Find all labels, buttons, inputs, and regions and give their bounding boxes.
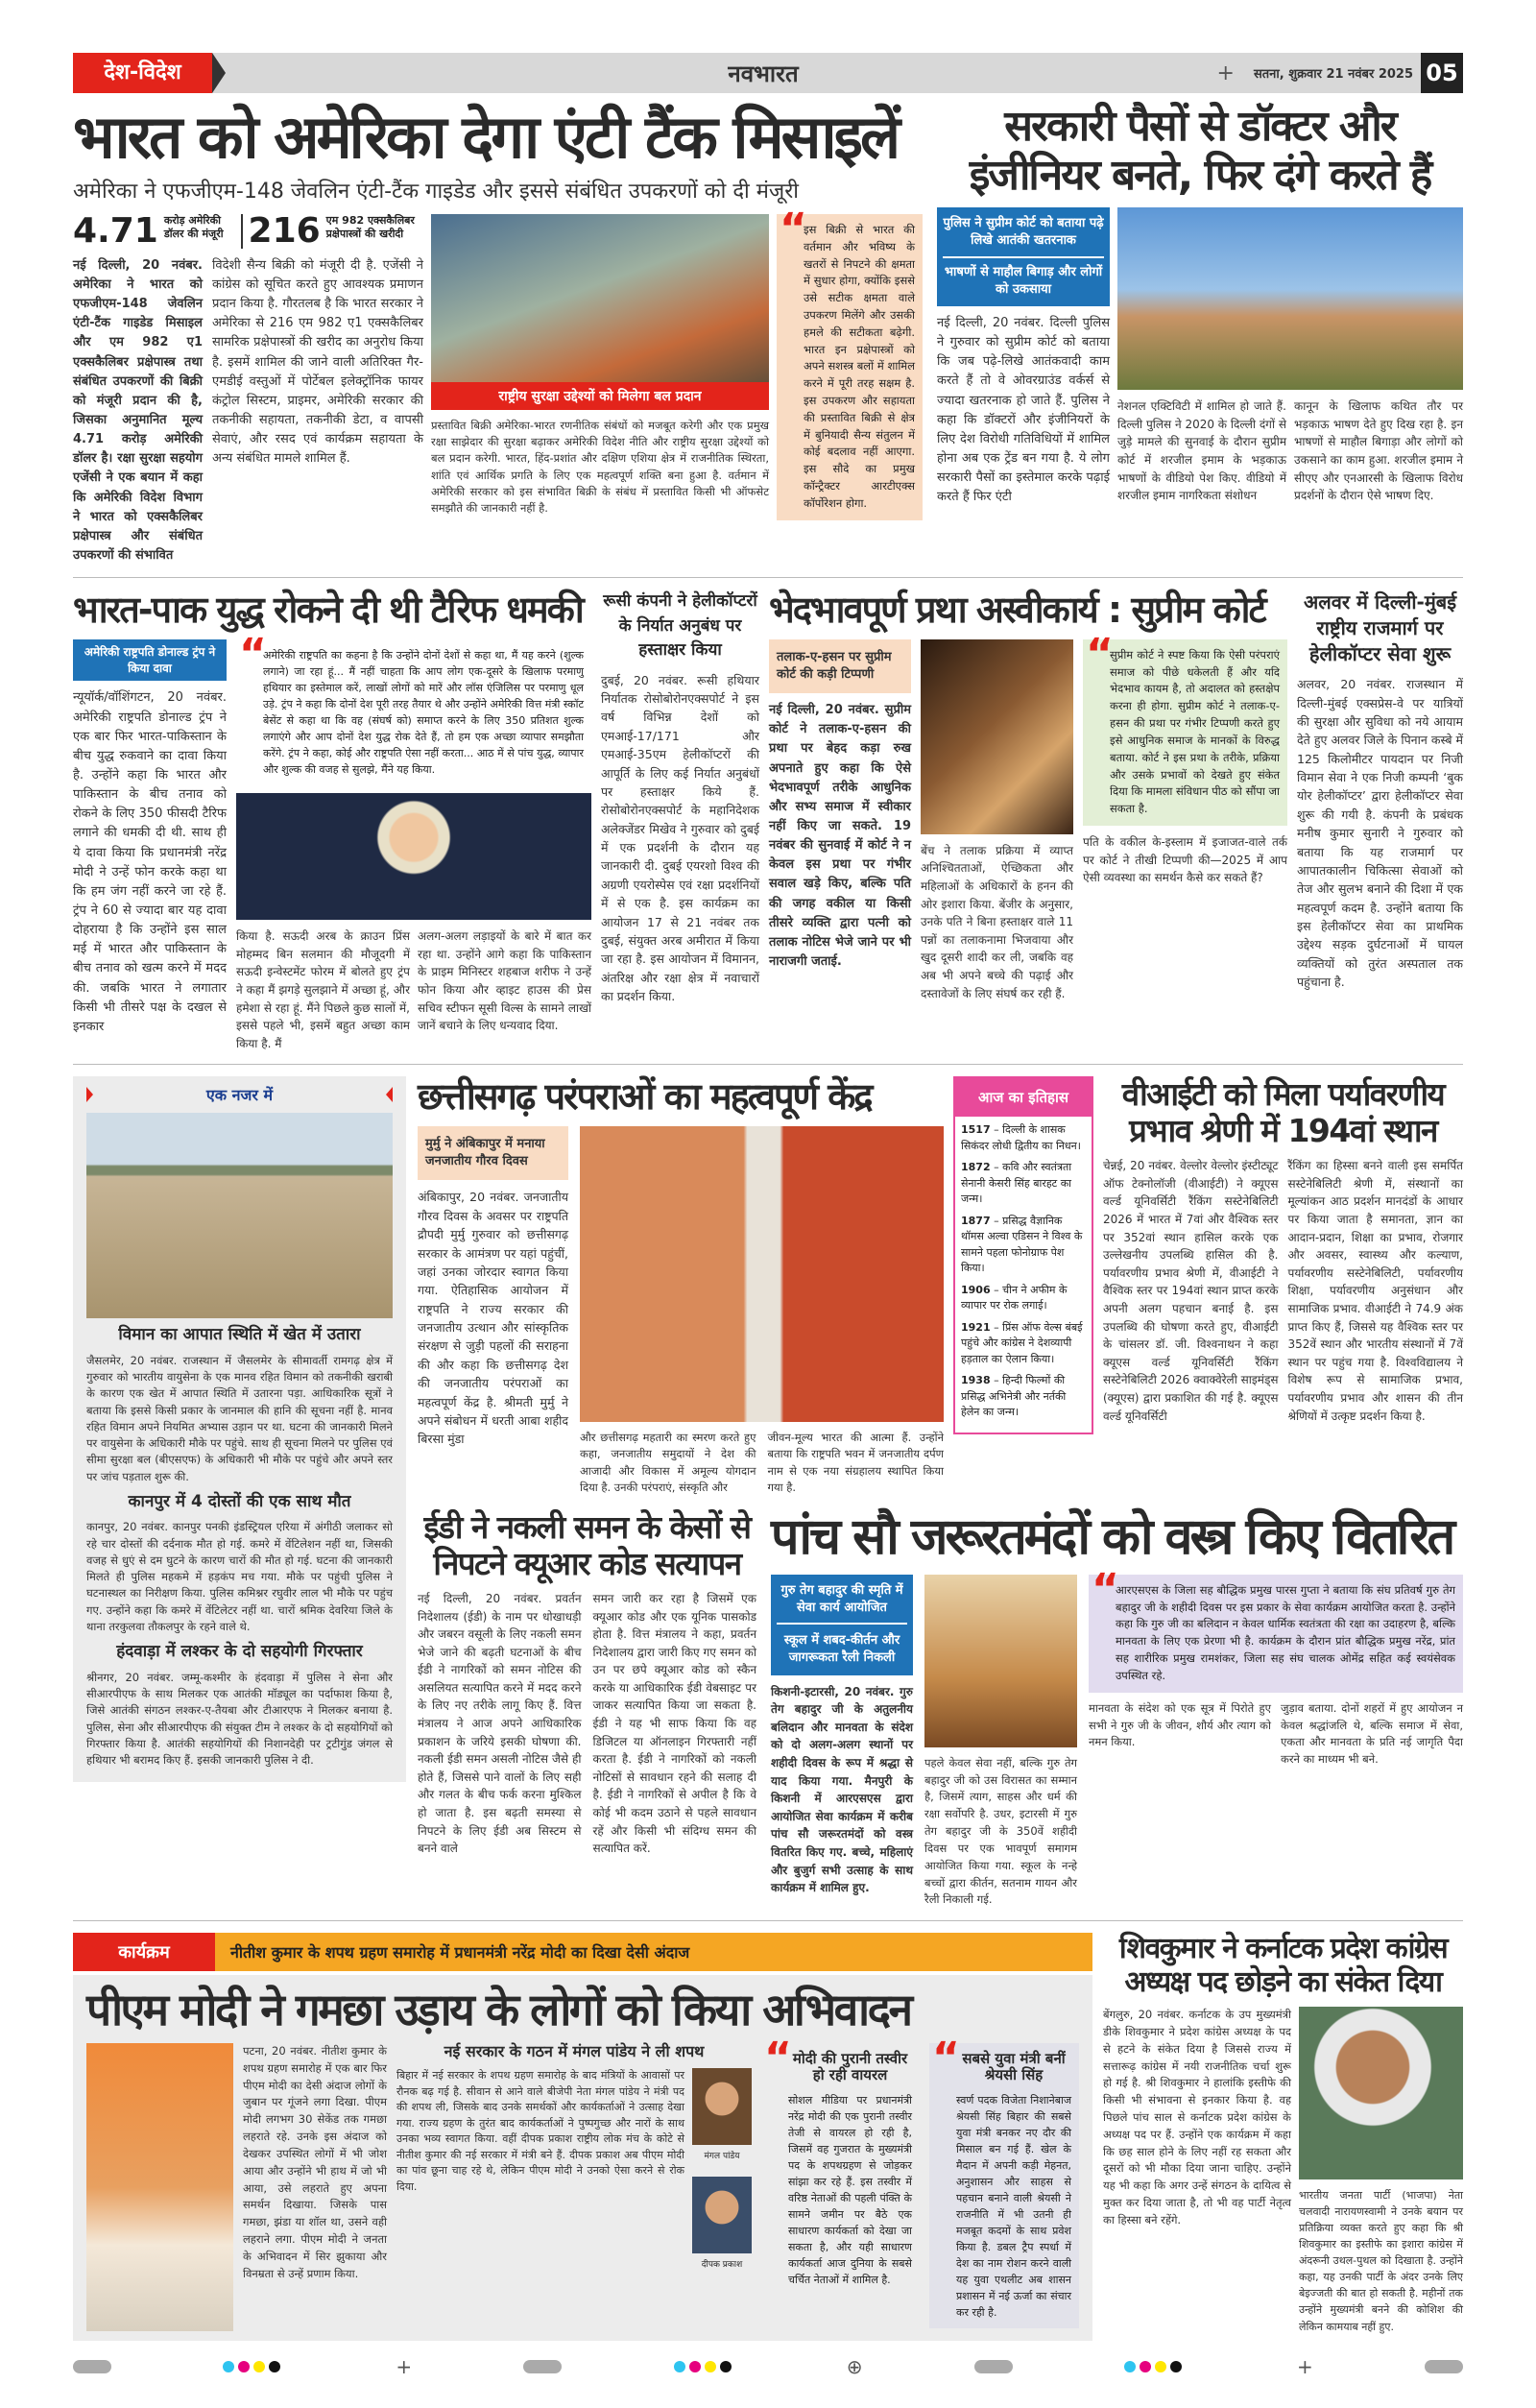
history-year: 1877 [961, 1214, 991, 1227]
news-headline: कानपुर में 4 दोस्तों की एक साथ मौत [128, 1491, 351, 1511]
kicker-box [937, 207, 1110, 306]
history-list [955, 1117, 1092, 1433]
article-body: नई दिल्ली, 20 नवंबर. दिल्ली पुलिस ने गुरुवार को सुप्रीम कोर्ट को बताया कि जब पढ़े-लिखे आतंकवादी काम करते हैं तो वे ओवरग्राउंड वर्कर्स से ज्यादा खतरनाक हो जाते हैं. पुलिस ने कहा कि डॉक्टरों और इंजीनियरों के लिए देश विरोधी गतिविधियों में शामिल होना अब एक ट्रेंड बन गया है. ये लोग सरकारी पैसों का इस्तेमाल करके पढ़ाई करते हैं फिर एंटी [937, 315, 1110, 505]
article-body: रैंकिंग का हिस्सा बनने वाली इस समर्पित सस्टेनेबिलिटी श्रेणी में, संस्थानों का मूल्यांकन आठ प्रदर्शन मानदंडों के आधार पर किया जाता है समानता, ज्ञान का आदान-प्रदान, शिक्षा का प्रभाव, रोजगार और अवसर, स्वास्थ्य और कल्याण, पर्यावरणीय सस्टेनेबिलिटी, पर्यावरणीय शिक्षा, पर्यावरणीय अनुसंधान और सामाजिक प्रभाव. वीआईटी ने 74.9 अंक प्राप्त किए हैं, जिससे यह वैश्विक स्तर पर 352वें स्थान और भारतीय संस्थानों में 7वें स्थान पर पहुंच गया है. विश्वविद्यालय ने विशेष रूप से सामाजिक प्रभाव, पर्यावरणीय प्रभाव और शासन की तीन श्रेणियों में उत्कृष्ट प्रदर्शन किया है. [1287, 1159, 1463, 1423]
modi-photo [86, 2043, 233, 2331]
drone-photo [86, 1113, 393, 1318]
mangal-pandey-photo [692, 2068, 752, 2145]
shivakumar-photo [1299, 2007, 1463, 2179]
article-body: अलग-अलग लड़ाइयों के बारे में बात कर रहा था. उन्होंने आगे कहा कि पाकिस्तान के प्राइम मिनिस्टर शहबाज शरीफ ने उन्हें फोन किया और व्हाइट हाउस की प्रेस सचिव स्टीफन सूसी विल्स के सामने लाखों जानें बचाने के लिए धन्यवाद दिया. [418, 929, 591, 1033]
history-item: 1921 – प्रिंस ऑफ वेल्स बंबई पहुंचे और कांग्रेस ने देशव्यापी हड़ताल का ऐलान किया। [961, 1320, 1083, 1365]
article-body: नई दिल्ली, 20 नवंबर. सुप्रीम कोर्ट ने तलाक-ए-हसन की प्रथा पर बेहद कड़ा रुख अपनाते हुए कहा कि ऐसे भेदभावपूर्ण तरीके आधुनिक और सभ्य समाज में स्वीकार नहीं किए जा सकते. 19 नवंबर की सुनवाई में कोर्ट ने न केवल इस प्रथा पर गंभीर सवाल खड़े किए, बल्कि पति की जगह वकील या किसी तीसरे व्यक्ति द्वारा पत्नी को तलाक नोटिस भेजे जाने पर भी नाराजगी जताई. [769, 703, 911, 970]
article-body: नेशनल एक्टिविटी में शामिल हो जाते हैं. दिल्ली पुलिस ने 2020 के दिल्ली दंगों से जुड़े मामले की सुनवाई के दौरान सुप्रीम कोर्ट में शरजील इमाम के भड़काऊ भाषणों के वीडियो पेश किए. वीडियो में शरजील इमाम नागरिकता संशोधन [1117, 399, 1286, 503]
headline: पांच सौ जरूरतमंदों को वस्त्र किए वितरित [771, 1508, 1453, 1567]
print-registration-marks: + ⊕ + [73, 2354, 1463, 2379]
headline: शिवकुमार ने कर्नाटक प्रदेश कांग्रेस अध्यक्ष पद छोड़ने का संकेत दिया [1118, 1932, 1448, 1999]
history-text: चीन ने अफीम के व्यापार पर रोक लगाई। [961, 1283, 1068, 1312]
article-body: और छत्तीसगढ़ महतारी का स्मरण करते हुए कहा, जनजातीय समुदायों ने देश की आजादी और विकास में अमूल्य योगदान दिया है. उनकी परंपराएं, संस्कृति और [580, 1431, 756, 1494]
article-body: बेंच ने तलाक प्रक्रिया में व्याप्त अनिश्चितताओं, ऐच्छिकता और महिलाओं के अधिकारों के हनन की ओर इशारा किया. बेंजीर के अनुसार, उनके पति ने बिना हस्ताक्षर वाले 11 पन्नों का तलाकनामा भिजवाया और खुद दूसरी शादी कर ली, जबकि वह अब भी अपने बच्चे की पढ़ाई और दस्तावेजों के लिए संघर्ष कर रही हैं. [921, 843, 1073, 1000]
kicker-box: मुर्मु ने अंबिकापुर में मनाया जनजातीय गौरव दिवस [418, 1126, 568, 1180]
article-shivakumar [1103, 1933, 1463, 2334]
stat-value: 4.71 [73, 210, 158, 251]
kicker-box: अमेरिकी राष्ट्रपति डोनाल्ड ट्रंप ने किया दावा [73, 639, 227, 682]
kicker-line: भाषणों से माहौल बिगाड़ और लोगों को उकसाया [944, 264, 1103, 297]
history-text: हिन्दी फिल्मों की प्रसिद्ध अभिनेत्री और नर्तकी हेलेन का जन्म। [961, 1374, 1067, 1419]
history-text: प्रिंस ऑफ वेल्स बंबई पहुंचे और कांग्रेस ने देशव्यापी हड़ताल का ऐलान किया। [961, 1320, 1083, 1365]
article-body: मानवता के संदेश को एक सूत्र में पिरोते हुए सभी ने गुरु जी के जीवन, शौर्य और त्याग को नमन किया. [1089, 1700, 1271, 1749]
article-supreme-court [769, 590, 1287, 1002]
masthead: नवभारत [728, 60, 799, 87]
photo-caption: दीपक प्रकाश [701, 2260, 743, 2271]
headline: पीएम मोदी ने गमछा उड़ाय के लोगों को किया अभिवादन [86, 1984, 911, 2036]
kicker-line: स्कूल में शबद-कीर्तन और जागरूकता रैली निकली [783, 1633, 900, 1666]
history-text: प्रसिद्ध वैज्ञानिक थॉमस अल्वा एडिसन ने विश्व के सामने पहला फोनोग्राफ पेश किया। [961, 1214, 1083, 1275]
history-item: 1906 – चीन ने अफीम के व्यापार पर रोक लगाई। [961, 1283, 1068, 1312]
article-ed-qr [418, 1509, 756, 1858]
article-body: नई दिल्ली, 20 नवंबर. प्रवर्तन निदेशालय (ईडी) के नाम पर धोखाधड़ी और जबरन वसूली के लिए नकली समन भेजे जाने की बढ़ती घटनाओं के बीच ईडी ने नागरिकों को समन नोटिस की असलियत सत्यापित करने में मदद करने के लिए नए तरीके लागू किए हैं. वित्त मंत्रालय ने आज अपने आधिकारिक प्रकाशन के जरिये इसकी घोषणा की. नकली ईडी समन असली नोटिस जैसे ही होते हैं, जिससे पाने वालों के लिए सही और गलत के बीच फर्क करना मुश्किल हो जाता है. इस बढ़ती समस्या से निपटने के लिए ईडी अब सिस्टम से बनने वाले [418, 1591, 582, 1856]
section-label: देश-विदेश [73, 53, 212, 93]
section-arrow-icon [212, 53, 226, 93]
history-year: 1517 [961, 1123, 991, 1137]
article-body: नई दिल्ली, 20 नवंबर. अमेरिका ने भारत को एफजीएम-148 जेवलिन एंटी-टैंक गाइडेड मिसाइल और एम 982 ए1 एक्सकैलिबर प्रक्षेपास्त्र तथा संबंधित उपकरणों की बिक्री को मंजूरी प्रदान की है, जिसका अनुमानित मूल्य 4.71 करोड़ अमेरिकी डॉलर है। रक्षा सुरक्षा सहयोग एजेंसी ने एक बयान में कहा कि अमेरिकी विदेश विभाग ने भारत को एक्सकैलिबर प्रक्षेपास्त्र और संबंधित उपकरणों की संभावित [73, 257, 203, 563]
lead-headline: भारत को अमेरिका देगा एंटी टैंक मिसाइलें [73, 102, 898, 172]
marker-left-icon [86, 1087, 93, 1102]
article-body: किशनी-इटारसी, 20 नवंबर. गुरु तेग बहादुर जी के अतुलनीय बलिदान और मानवता के संदेश को दो अलग-अलग स्थानों पर शहीदी दिवस के रूप में श्रद्धा से याद किया गया. मैनपुरी के किशनी में आरएसएस द्वारा आयोजित सेवा कार्यक्रम में करीब पांच सौ जरूरतमंदों को वस्त्र वितरित किए गए. बच्चे, महिलाएं और बुजुर्ग सभी उत्साह के साथ कार्यक्रम में शामिल हुए. [771, 1684, 913, 1895]
program-banner-text: नीतीश कुमार के शपथ ग्रहण समारोह में प्रधानमंत्री नरेंद्र मोदी का दिखा देसी अंदाज [230, 1943, 690, 1963]
headline: ईडी ने नकली समन के केसों से निपटने क्यूआर कोड सत्यापन [423, 1508, 751, 1582]
pull-quote: “ अमेरिकी राष्ट्रपति का कहना है कि उन्होंने दोनों देशों से कहा था, मैं यह करने (शुल्क लगाने) जा रहा हूं... मैं नहीं चाहता कि आप लोग एक-दूसरे के खिलाफ परमाणु हथियार का इस्तेमाल करें, लाखों लोगों को मारें और लॉस एंजिलिस पर परमाणु धूल उड़े. ट्रंप ने कहा कि दोनों देश पूरी तरह तैयार थे और उन्होंने अमेरिकी वित्त मंत्री स्कॉट बेसेंट से कहा था कि वह (संघर्ष को) समाप्त करने के लिए 350 प्रतिशत शुल्क लगाएंगे और आप दोनों देश युद्ध रोक देते हैं, तो हम एक अच्छा व्यापार समझौता करेंगे. ट्रंप ने कहा, कोई और राष्ट्रपति ऐसा नहीं करता... आठ में से पांच युद्ध, व्यापार और शुल्क की वजह से सुलझे, मैंने यह किया. [236, 639, 591, 785]
article-alwar-helicopter [1297, 590, 1463, 991]
pull-quote: “ सुप्रीम कोर्ट ने स्पष्ट किया कि ऐसी परंपराएं समाज को पीछे धकेलती हैं और यदि भेदभाव कायम है, तो अदालत को हस्तक्षेप करना ही होगा. सुप्रीम कोर्ट ने तलाक-ए-हसन की प्रथा पर गंभीर टिप्पणी करते हुए इसे आधुनिक समाज के मानकों के विरुद्ध बताया. कोर्ट ने इस प्रथा के तरीके, प्रक्रिया और उसके प्रभावों को देखते हुए संकेत दिया कि मामला संविधान पीठ को सौंपा जा सकता है. [1083, 639, 1287, 826]
history-text: दिल्ली के शासक सिकंदर लोधी द्वितीय का निधन। [961, 1123, 1081, 1152]
history-item: 1877 – प्रसिद्ध वैज्ञानिक थॉमस अल्वा एडिसन ने विश्व के सामने पहला फोनोग्राफ पेश किया। [961, 1214, 1083, 1275]
history-item: 1938 – हिन्दी फिल्मों की प्रसिद्ध अभिनेत्री और नर्तकी हेलेन का जन्म। [961, 1374, 1067, 1419]
kicker-box: तलाक-ए-हसन पर सुप्रीम कोर्ट की कड़ी टिप्पणी [769, 639, 911, 693]
page-header [73, 53, 1463, 93]
headline: भारत-पाक युद्ध रोकने दी थी टैरिफ धमकी [73, 589, 583, 632]
article-body: समन जारी कर रहा है जिसमें एक क्यूआर कोड और एक यूनिक पासकोड होता है. वित्त मंत्रालय ने कहा, प्रवर्तन निदेशालय द्वारा जारी किए गए समन को उन पर छपे क्यूआर कोड को स्कैन करके या आधिकारिक ईडी वेबसाइट पर जाकर सत्यापित किया जा सकता है. ईडी ने यह भी साफ किया कि वह डिजिटल या ऑनलाइन गिरफ्तारी नहीं करता है. ईडी ने नागरिकों को नकली नोटिसों से सावधान रहने की सलाह दी है. ईडी ने नागरिकों से अपील है कि वे कोई भी कदम उठाने से पहले सावधान रहें और किसी भी संदिग्ध समन की सत्यापित करें. [592, 1591, 756, 1856]
article-body: पति के वकील के-इस्लाम में इजाजत-वाले तर्क पर कोर्ट ने तीखी टिप्पणी की—2025 में आप ऐसी व्यवस्था का समर्थन कैसे कर सकते हैं? [1083, 834, 1287, 885]
news-body: श्रीनगर, 20 नवंबर. जम्मू-कश्मीर के हंदवाड़ा में पुलिस ने सेना और सीआरपीएफ के साथ मिलकर एक आतंकी मॉड्यूल का पर्दाफाश किया है, जिसे आतंकी संगठन लश्कर-ए-तैयबा और टीआरएफ ने मिलकर बनाया है. पुलिस, सेना और सीआरपीएफ की संयुक्त टीम ने लश्कर के दो सहयोगियों को गिरफ्तार किया है. आतंकी सहयोगियों की निशानदेही पर ट्रटीगुंड जंगल से हथियार भी बरामद किए हैं. इसकी जानकारी पुलिस ने दी. [86, 1670, 393, 1767]
headline: सरकारी पैसों से डॉक्टर और इंजीनियर बनते, फिर दंगे करते हैं [969, 102, 1431, 200]
headline: रूसी कंपनी ने हेलीकॉप्टरों के निर्यात अनुबंध पर हस्ताक्षर किया [603, 591, 757, 661]
headline: छत्तीसगढ़ परंपराओं का महत्वपूर्ण केंद्र [418, 1075, 872, 1119]
article-body: बेंगलुरु, 20 नवंबर. कर्नाटक के उप मुख्यमंत्री डीके शिवकुमार ने प्रदेश कांग्रेस अध्यक्ष के पद से हटने के संकेत दिया है जिससे राज्य में सत्तारूढ़ कांग्रेस में नयी राजनीतिक चर्चा शुरू हो गई है. श्री शिवकुमार ने हालांकि इस्तीफे की किसी भी संभावना से इनकार किया है. वह पिछले पांच साल से कर्नाटक प्रदेश कांग्रेस के अध्यक्ष पद पर हैं. उन्होंने एक कार्यक्रम में कहा कि छह साल होने के लिए नहीं रह सकता और दूसरों को भी मौका दिया जाना चाहिए. उन्होंने यह भी कहा कि अगर उन्हें संगठन के दायित्व से मुक्त कर दिया जाता है, तो भी वह पार्टी नेतृत्व का हिस्सा बने रहेंगे. [1103, 2008, 1291, 2227]
lead-subheadline: अमेरिका ने एफजीएम-148 जेवलिन एंटी-टैंक गाइडेड और इससे संबंधित उपकरणों को दी मंजूरी [73, 180, 799, 205]
article-body: जुड़ाव बताया. दोनों शहरों में हुए आयोजन न केवल श्रद्धांजलि थे, बल्कि समाज में सेवा, एकता और मानवता के प्रति नई जागृति पैदा करने का माध्यम भी बने. [1281, 1700, 1463, 1767]
history-text: कवि और स्वतंत्रता सेनानी केसरी सिंह बारहट का जन्म। [961, 1161, 1072, 1206]
article-body: कानून के खिलाफ कथित तौर पर भड़काऊ भाषण देते हुए दिख रहा है. इन भाषणों से माहौल बिगाड़ा और लोगों को उकसाने का काम हुआ. शरजील इमाम ने सीएए और एनआरसी के खिलाफ विरोध प्रदर्शनों के दौरान ऐसे भाषण दिए. [1294, 399, 1463, 503]
news-headline: हंदवाड़ा में लश्कर के दो सहयोगी गिरफ्तार [116, 1642, 363, 1662]
lead-article [73, 103, 923, 566]
pull-quote [929, 2043, 1079, 2328]
quote-body: स्वर्ण पदक विजेता निशानेबाज श्रेयसी सिंह बिहार की सबसे युवा मंत्री बनकर नए दौर की मिसाल बन गई हैं. खेल के मैदान में अपनी कड़ी मेहनत, अनुशासन और साहस से पहचान बनाने वाली श्रेयसी ने राजनीति में भी उतनी ही मजबूत कदमों के साथ प्रवेश किया है. डबल ट्रैप स्पर्धा में देश का नाम रोशन करने वाली यह युवा एथलीट अब शासन प्रशासन में नई ऊर्जा का संचार कर रही है. [956, 2093, 1071, 2320]
headline: अलवर में दिल्ली-मुंबई राष्ट्रीय राजमार्ग पर हेलीकॉप्टर सेवा शुरू [1303, 590, 1457, 666]
article-body: अंबिकापुर, 20 नवंबर. जनजातीय गौरव दिवस के अवसर पर राष्ट्रपति द्रौपदी मुर्मु गुरुवार को छत्तीसगढ़ सरकार के आमंत्रण पर यहां पहुंचीं, जहां उनका जोरदार स्वागत किया गया. ऐतिहासिक आयोजन में राष्ट्रपति ने राज्य सरकार की जनजातीय उत्थान और सांस्कृतिक संरक्षण से जुड़ी पहलों की सराहना की और कहा कि छत्तीसगढ़ देश की जनजातीय परंपराओं का महत्वपूर्ण केंद्र है. श्रीमती मुर्मु ने अपने संबोधन में धरती आबा शहीद बिरसा मुंडा [418, 1190, 568, 1447]
article-body: पटना, 20 नवंबर. नीतीश कुमार के शपथ ग्रहण समारोह में एक बार फिर पीएम मोदी का देसी अंदाज लोगों के जुबान पर गूंजने लगा दिखा. पीएम मोदी लगभग 30 सेकेंड तक गमछा लहराते रहे. उनके इस अंदाज को देखकर उपस्थित लोगों में भी जोश आया और उन्होंने भी हाथ में जो भी आया, उसे लहराते हुए अपना समर्थन दिखाया. जिसके पास गमछा, झंडा या शॉल था, उसने वही लहराने लगा. पीएम मोदी ने जनता के अभिवादन में सिर झुकाया और विनम्रता से उन्हें प्रणाम किया. [243, 2044, 387, 2280]
quote-title: “ मोदी की पुरानी तस्वीर हो रही वायरल [792, 2050, 908, 2084]
trump-photo [236, 793, 591, 920]
article-chhattisgarh [418, 1076, 944, 1496]
article-body: भारतीय जनता पार्टी (भाजपा) नेता चलवादी नारायणस्वामी ने उनके बयान पर प्रतिक्रिया व्यक्त करते हुए कहा कि श्री शिवकुमार का इस्तीफे का इशारा कांग्रेस में अंदरूनी उथल-पुथल को दिखाता है. उन्होंने कहा, यह उनकी पार्टी के अंदर उनके लिए बेइज्जती की बात हो सकती है. महीनों तक उन्होंने मुख्यमंत्री बनने की कोशिश की लेकिन कामयाब नहीं हुए. [1299, 2189, 1463, 2333]
stat-box [73, 210, 423, 251]
dateline: सतना, शुक्रवार 21 नवंबर 2025 [1253, 67, 1413, 82]
photo-caption: राष्ट्रीय सुरक्षा उद्देश्यों को मिलेगा बल प्रदान [431, 382, 769, 410]
kicker-line: गुरु तेग बहादुर की स्मृति में सेवा कार्य आयोजित [777, 1582, 907, 1625]
president-photo [580, 1126, 944, 1422]
missile-photo [431, 214, 769, 382]
today-in-history [953, 1076, 1093, 1434]
photo-caption: मंगल पांडेय [704, 2152, 740, 2162]
article-russian-helicopters [601, 590, 759, 1005]
program-label: कार्यक्रम [73, 1933, 215, 1971]
sub-headline: नई सरकार के गठन में मंगल पांडेय ने ली शपथ [444, 2042, 705, 2061]
marker-right-icon [386, 1087, 393, 1102]
at-a-glance-column [73, 1076, 406, 1782]
news-body: कानपुर, 20 नवंबर. कानपुर पनकी इंडस्ट्रियल एरिया में अंगीठी जलाकर सो रहे चार दोस्तों की दर्दनाक मौत हो गई. कमरे में वेंटिलेशन नहीं था, जिसकी वजह से धुएं से दम घुटने के कारण चारों की मौत हो गई. घटना की जानकारी मिलते ही पुलिस महकमे में हड़कंप मच गया. मौके पर पहुंची पुलिस ने घटनास्थल का निरीक्षण किया. पुलिस कमिश्नर रघुवीर लाल भी मौके पर पहुंच गए. उन्होंने कहा कि कमरे में वेंटिलेटर नहीं था. चारों श्रमिक देवरिया जिले के थाना तरकुलवा तौकलपुर के रहने वाले थे. [86, 1520, 393, 1633]
pull-quote [761, 2043, 920, 2296]
history-item: 1872 – कवि और स्वतंत्रता सेनानी केसरी सिंह बारहट का जन्म। [961, 1161, 1072, 1206]
pull-quote: “ इस बिक्री से भारत की वर्तमान और भविष्य के खतरों से निपटने की क्षमता में सुधार होगा, क्योंकि इससे उसे सटीक क्षमता वाले उपकरण मिलेंगे और उसकी हमले की सटीकता बढ़ेगी. भारत इन प्रक्षेपास्त्रों को अपने सशस्त्र बलों में शामिल करने में पूरी तरह सक्षम है. इस उपकरण और सहायता की प्रस्तावित बिक्री से क्षेत्र में बुनियादी सैन्य संतुलन में कोई बदलाव नहीं आएगा. इस सौदे का प्रमुख कॉन्ट्रैक्टर आरटीएक्स कॉर्पोरेशन होगा. [777, 214, 923, 520]
history-year: 1872 [961, 1161, 991, 1174]
news-headline: विमान का आपात स्थिति में खेत में उतारा [118, 1325, 361, 1345]
column-title: एक नजर में [205, 1086, 274, 1105]
guru-tegh-bahadur-photo [924, 1575, 1077, 1747]
article-body: अलवर, 20 नवंबर. राजस्थान में दिल्ली-मुंबई एक्सप्रेस-वे पर यात्रियों की सुरक्षा और सुविधा को नये आयाम देते हुए अलवर जिले के पिनान कस्बे में 125 किलोमीटर पायदान पर निजी विमान सेवा ने एक निजी कम्पनी ‘बुक योर हेलीकॉप्टर’ द्वारा हेलीकॉप्टर सेवा शुरू की गयी है. कंपनी के प्रबंधक मनीष कुमार सुनारी ने गुरुवार को बताया कि यह राजमार्ग पर आपातकालीन चिकित्सा सेवाओं को तेज और सुलभ बनाने की दिशा में एक महत्वपूर्ण कदम है. उन्होंने बताया कि इस हेलीकॉप्टर सेवा का प्राथमिक उद्देश्य सड़क दुर्घटनाओं में घायल व्यक्तियों को तुरंत अस्पताल तक पहुंचाना है. [1297, 677, 1463, 990]
history-title: आज का इतिहास [955, 1078, 1092, 1117]
article-body: जीवन-मूल्य भारत की आत्मा हैं. उन्होंने बताया कि राष्ट्रपति भवन में जनजातीय दर्पण नाम से एक नया संग्रहालय स्थापित किया गया है. [767, 1431, 944, 1494]
article-vit [1103, 1076, 1463, 1425]
article-body: न्यूयॉर्क/वॉशिंगटन, 20 नवंबर. अमेरिकी राष्ट्रपति डोनाल्ड ट्रंप ने एक बार फिर भारत-पाकिस्तान के बीच युद्ध रुकवाने का दावा किया है. उन्होंने कहा कि भारत और पाकिस्तान के बीच तनाव को रोकने के लिए 350 फीसदी टैरिफ लगाने की धमकी दी थी. साथ ही ये दावा किया कि प्रधानमंत्री नरेंद्र मोदी ने उन्हें फोन करके कहा था कि हम जंग नहीं करने जा रहे हैं. ट्रंप ने 60 से ज्यादा बार यह दावा दोहराया है कि उन्होंने इस साल मई में भारत और पाकिस्तान के बीच तनाव को खत्म करने में मदद की. जबकि भारत ने लगातार किसी भी तीसरे पक्ष के दखल से इनकार [73, 690, 227, 1034]
news-body: जैसलमेर, 20 नवंबर. राजस्थान में जैसलमेर के सीमावर्ती रामगढ़ क्षेत्र में गुरुवार को भारतीय वायुसेना के एक मानव रहित विमान को तकनीकी खराबी के कारण एक खेत में आपात स्थिति में उतारना पड़ा. आधिकारिक सूत्रों ने बताया कि इससे किसी प्रकार के जानमाल की हानि की सूचना नहीं है. मानव रहित विमान अपने नियमित अभ्यास उड़ान पर था. घटना की जानकारी मिलने पर वायुसेना के अधिकारी मौके पर पहुंचे. साथ ही सूचना मिलने पर पुलिस एवं सीमा सुरक्षा बल (बीएसएफ) के अधिकारी भी मौके पर पहुंचे और अपने स्तर पर जांच पड़ताल शुरू की. [86, 1353, 393, 1483]
article-body: चेन्नई, 20 नवंबर. वेल्लोर वेल्लोर इंस्टीट्यूट ऑफ टेक्नोलॉजी (वीआईटी) ने क्यूएस वर्ल्ड यूनिवर्सिटी रैंकिंग सस्टेनेबिलिटी 2026 में भारत में 7वां और वैश्विक स्तर पर 352वां स्थान हासिल करके एक उल्लेखनीय उपलब्धि हासिल की है. पर्यावरणीय प्रभाव श्रेणी में, वीआईटी ने वैश्विक स्तर पर 194वां स्थान प्राप्त करके अपनी अलग पहचान बनाई है. इस उपलब्धि की घोषणा करते हुए, वीआईटी के चांसलर डॉ. जी. विश्वनाथन ने कहा क्यूएस वर्ल्ड यूनिवर्सिटी रैंकिंग सस्टेनेबिलिटी 2026 क्वाक्वेरेली साइमंड्स (क्यूएस) द्वारा प्रकाशित की गई है. क्यूएस वर्ल्ड यूनिवर्सिटी [1103, 1159, 1279, 1423]
kicker-line: पुलिस ने सुप्रीम कोर्ट को बताया पढ़े लिखे आतंकी खतरनाक [943, 215, 1104, 257]
history-year: 1921 [961, 1320, 991, 1334]
article-doctors-engineers [937, 103, 1463, 507]
article-body: किया है. सऊदी अरब के क्राउन प्रिंस मोहम्मद बिन सलमान की मौजूदगी में सऊदी इन्वेस्टमेंट फोरम में बोलते हुए ट्रंप ने कहा मैं झगड़े सुलझाने में अच्छा हूं, और हमेशा से रहा हूं. मैंने पिछले कुछ सालों में, इससे पहले भी, इसमें बहुत अच्छा काम किया है. मैं [236, 929, 410, 1050]
article-body: प्रस्तावित बिक्री अमेरिका-भारत रणनीतिक संबंधों को मजबूत करेगी और एक प्रमुख रक्षा साझेदार की सुरक्षा बढ़ाकर अमेरिकी विदेश नीति और राष्ट्रीय सुरक्षा उद्देश्यों को बल प्रदान करेगी. भारत, हिंद-प्रशांत और दक्षिण एशिया क्षेत्र में राजनीतिक स्थिरता, शांति एवं आर्थिक प्रगति के लिए एक महत्वपूर्ण शक्ति बना हुआ है. वर्तमान में अमेरिकी सरकार को इस संभावित बिक्री के संबंध में प्रस्तावित किसी भी ऑफसेट समझौते की जानकारी नहीं है. [431, 418, 769, 516]
stat-label: करोड़ अमेरिकी डॉलर की मंजूरी [163, 213, 224, 241]
stat-value: 216 [241, 214, 321, 249]
history-item: 1517 – दिल्ली के शासक सिकंदर लोधी द्वितीय का निधन। [961, 1123, 1081, 1152]
quote-title: “ सबसे युवा मंत्री बनीं श्रेयसी सिंह [962, 2050, 1066, 2084]
program-banner [73, 1933, 1092, 1971]
article-body: बिहार में नई सरकार के शपथ ग्रहण समारोह के बाद मंत्रियों के आवासों पर रौनक बढ़ गई है. सीवान से आने वाले बीजेपी नेता मंगल पांडेय ने मंत्री पद की शपथ ली, जिसके बाद उनके समर्थकों और कार्यकर्ताओं ने उत्साह देखा गया. राज्य ग्रहण के तुरंत बाद कार्यकर्ताओं ने पुष्पगुच्छ और नारों के साथ उनका भव्य स्वागत किया. वहीं दीपक प्रकाश राष्ट्रीय लोक मंच के कोटे से नीतीश कुमार की नई सरकार में मंत्री बने हैं. दीपक प्रकाश अब पीएम मोदी का पांव छूना चाह रहे थे, लेकिन पीएम मोदी ने उनको ऐसा करने से रोक दिया. [396, 2069, 684, 2193]
article-tariff-threat [73, 590, 591, 1052]
history-year: 1938 [961, 1374, 991, 1387]
deepak-prakash-photo [692, 2177, 752, 2253]
gavel-photo [921, 639, 1073, 834]
crosshair-icon: + [1216, 60, 1235, 85]
kicker-box [771, 1575, 913, 1675]
article-body: पहले केवल सेवा नहीं, बल्कि गुरु तेग बहादुर जी को उस विरासत का सम्मान है, जिसमें त्याग, साहस और धर्म की रक्षा सर्वोपरि है. उधर, इटारसी में गुरु तेग बहादुर जी के 350वें शहीदी दिवस पर एक भावपूर्ण समागम आयोजित किया गया. स्कूल के नन्हे बच्चों द्वारा कीर्तन, सतनाम गायन और रैली निकाली गई. [924, 1755, 1077, 1907]
stat-label: एम 982 एक्सकैलिबर प्रक्षेपास्त्रों की खरीदी [325, 213, 415, 241]
history-year: 1906 [961, 1283, 991, 1296]
article-clothes-distribution [771, 1509, 1463, 1909]
headline: भेदभावपूर्ण प्रथा अस्वीकार्य : सुप्रीम कोर्ट [769, 589, 1265, 632]
headline: वीआईटी को मिला पर्यावरणीय प्रभाव श्रेणी में 194वां स्थान [1121, 1075, 1445, 1150]
quote-body: सोशल मीडिया पर प्रधानमंत्री नरेंद्र मोदी की एक पुरानी तस्वीर तेजी से वायरल हो रही है, जिसमें वह गुजरात के मुख्यमंत्री पद के शपथग्रहण से जोड़कर सांझा कर रहे हैं. इस तस्वीर में वरिष्ठ नेताओं की पहली पंक्ति के सामने जमीन पर बैठे एक साधारण कार्यकर्ता को देखा जा सकता है, और यही साधारण कार्यकर्ता आज दुनिया के सबसे चर्चित नेताओं में शामिल है. [788, 2093, 912, 2287]
pull-quote: “ आरएसएस के जिला सह बौद्धिक प्रमुख पारस गुप्ता ने बताया कि संघ प्रतिवर्ष गुरु तेग बहादुर जी के शहीदी दिवस पर इस प्रकार के सेवा कार्यक्रम आयोजित करता है. उन्होंने कहा कि गुरु जी का बलिदान न केवल धार्मिक स्वतंत्रता की रक्षा का उदाहरण है, बल्कि मानवता के लिए एक प्रेरणा भी है. कार्यक्रम के दौरान प्रांत बौद्धिक प्रमुख नरेंद्र, प्रांत सह शारीरिक प्रमुख रामशंकर, जिला सह संघ चालक ओमेंद्र सहित कई स्वयंसेवक उपस्थित रहे. [1089, 1575, 1463, 1693]
article-body: दुबई, 20 नवंबर. रूसी हथियार निर्यातक रोसोबोरोनएक्सपोर्ट ने इस वर्ष विभिन्न देशों को एमआई-17/171 और एमआई-35एम हेलीकॉप्टरों की आपूर्ति के लिए कई निर्यात अनुबंधों पर हस्ताक्षर किये हैं. रोसोबोरोनएक्सपोर्ट के महानिदेशक अलेक्जेंडर मिखेव ने गुरुवार को दुबई में एक प्रदर्शनी के दौरान यह जानकारी दी. दुबई एयरशो विश्व की अग्रणी एयरोस्पेस एवं रक्षा प्रदर्शनियों में से एक है. इस कार्यक्रम का आयोजन 17 से 21 नवंबर तक दुबई, संयुक्त अरब अमीरात में किया जा रहा है. इस आयोजन में विमानन, अंतरिक्ष और रक्षा क्षेत्र में नवाचारों का प्रदर्शन किया. [601, 672, 759, 1004]
page-number: 05 [1421, 53, 1463, 93]
program-section [73, 1933, 1092, 2341]
supreme-court-photo [1117, 207, 1463, 390]
article-body: विदेशी सैन्य बिक्री को मंजूरी दी है. एजेंसी ने कांग्रेस को सूचित करते हुए आवश्यक प्रमाणन प्रदान किया है. गौरतलब है कि भारत सरकार ने अमेरिका से 216 एम 982 ए1 एक्सकैलिबर सामरिक प्रक्षेपास्त्रों की खरीद का अनुरोध किया है. इसमें शामिल की जाने वाली अतिरिक्त गैर-एमडीई वस्तुओं में पोर्टेबल इलेक्ट्रॉनिक फायर कंट्रोल सिस्टम, प्राइमर, अमेरिकी सरकार की तकनीकी सहायता, तकनीकी डेटा, व वापसी सेवाएं, और रसद एवं कार्यक्रम सहायता के अन्य संबंधित मामले शामिल हैं. [212, 257, 423, 467]
